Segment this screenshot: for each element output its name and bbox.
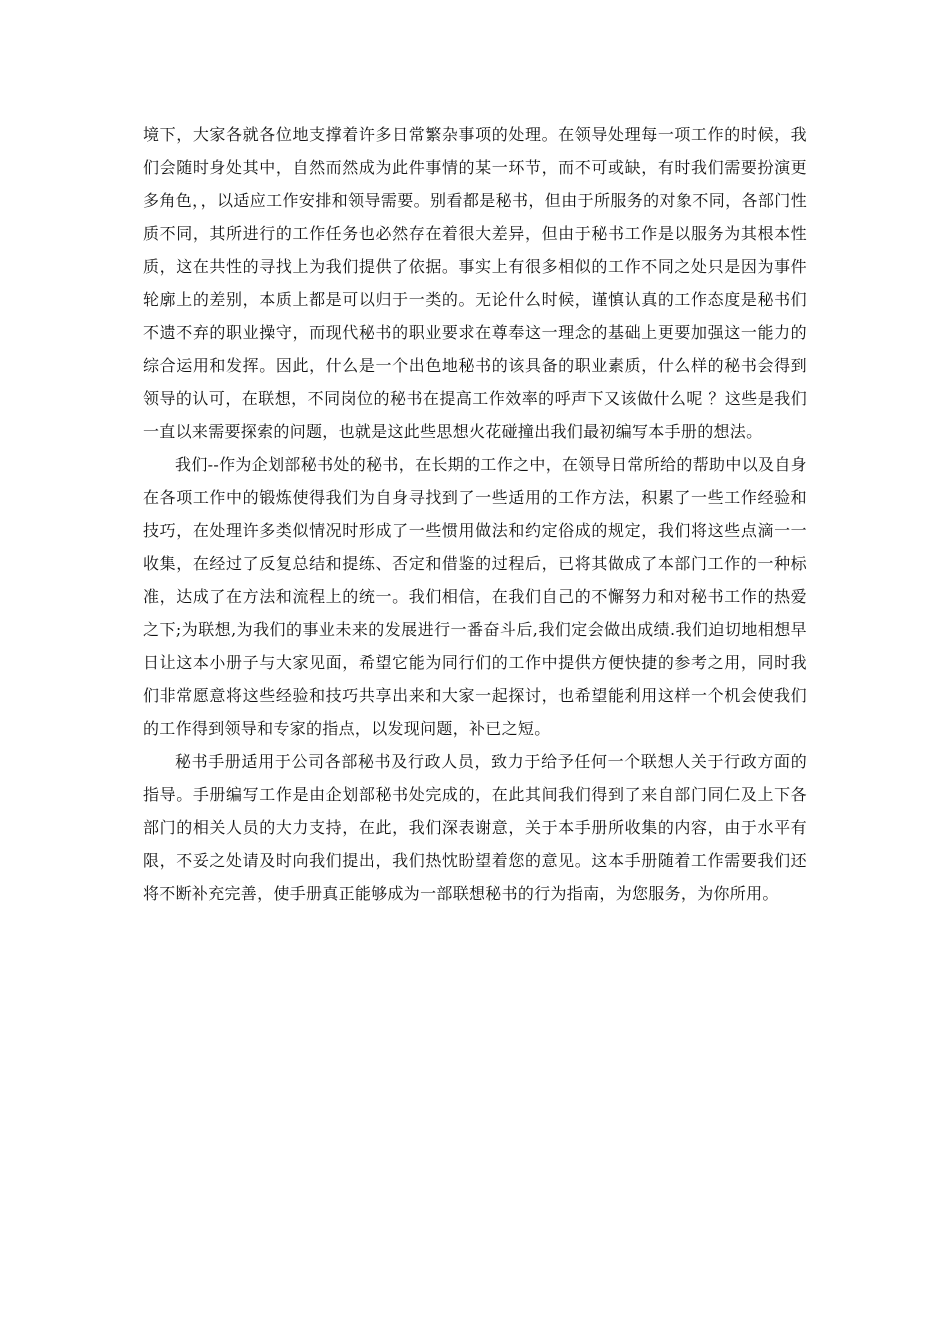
document-body	[143, 118, 807, 910]
paragraph-1: 境下，大家各就各位地支撑着许多日常繁杂事项的处理。在领导处理每一项工作的时候，我们会随时身处其中，自然而然成为此件事情的某一环节，而不可或缺，有时我们需要扮演更多角色，，以适应工作安排和领导需要。别看都是秘书，但由于所服务的对象不同，各部门性质不同，其所进行的工作任务也必然存在着很大差异，但由于秘书工作是以服务为其根本性质，这在共性的寻找上为我们提供了依据。事实上有很多相似的工作不同之处只是因为事件轮廓上的差别，本质上都是可以归于一类的。无论什么时候，谨慎认真的工作态度是秘书们不遗不弃的职业操守，而现代秘书的职业要求在尊奉这一理念的基础上更要加强这一能力的综合运用和发挥。因此，什么是一个出色地秘书的该具备的职业素质，什么样的秘书会得到领导的认可，在联想，不同岗位的秘书在提高工作效率的呼声下又该做什么呢 ？这些是我们一直以来需要探索的问题，也就是这此些思想火花碰撞出我们最初编写本手册的想法。	[143, 125, 807, 441]
paragraph-3: 秘书手册适用于公司各部秘书及行政人员，致力于给予任何一个联想人关于行政方面的指导。手册编写工作是由企划部秘书处完成的，在此其间我们得到了来自部门同仁及上下各部门的相关人员的大力支持，在此，我们深表谢意，关于本手册所收集的内容，由于水平有限，不妥之处请及时向我们提出，我们热忱盼望着您的意见。这本手册随着工作需要我们还将不断补充完善，使手册真正能够成为一部联想秘书的行为指南，为您服务，为你所用。	[143, 752, 807, 903]
paragraph-2: 我们--作为企划部秘书处的秘书，在长期的工作之中，在领导日常所给的帮助中以及自身在各项工作中的锻炼使得我们为自身寻找到了一些适用的工作方法，积累了一些工作经验和技巧，在处理许多类似情况时形成了一些惯用做法和约定俗成的规定，我们将这些点滴一一收集，在经过了反复总结和提练、否定和借鉴的过程后，已将其做成了本部门工作的一种标准，达成了在方法和流程上的统一。我们相信，在我们自己的不懈努力和对秘书工作的热爱之下;为联想,为我们的事业未来的发展进行一番奋斗后,我们定会做出成绩.我们迫切地相想早日让这本小册子与大家见面，希望它能为同行们的工作中提供方便快捷的参考之用，同时我们非常愿意将这些经验和技巧共享出来和大家一起探讨，也希望能利用这样一个机会使我们的工作得到领导和专家的指点，以发现问题，补已之短。	[143, 455, 807, 738]
